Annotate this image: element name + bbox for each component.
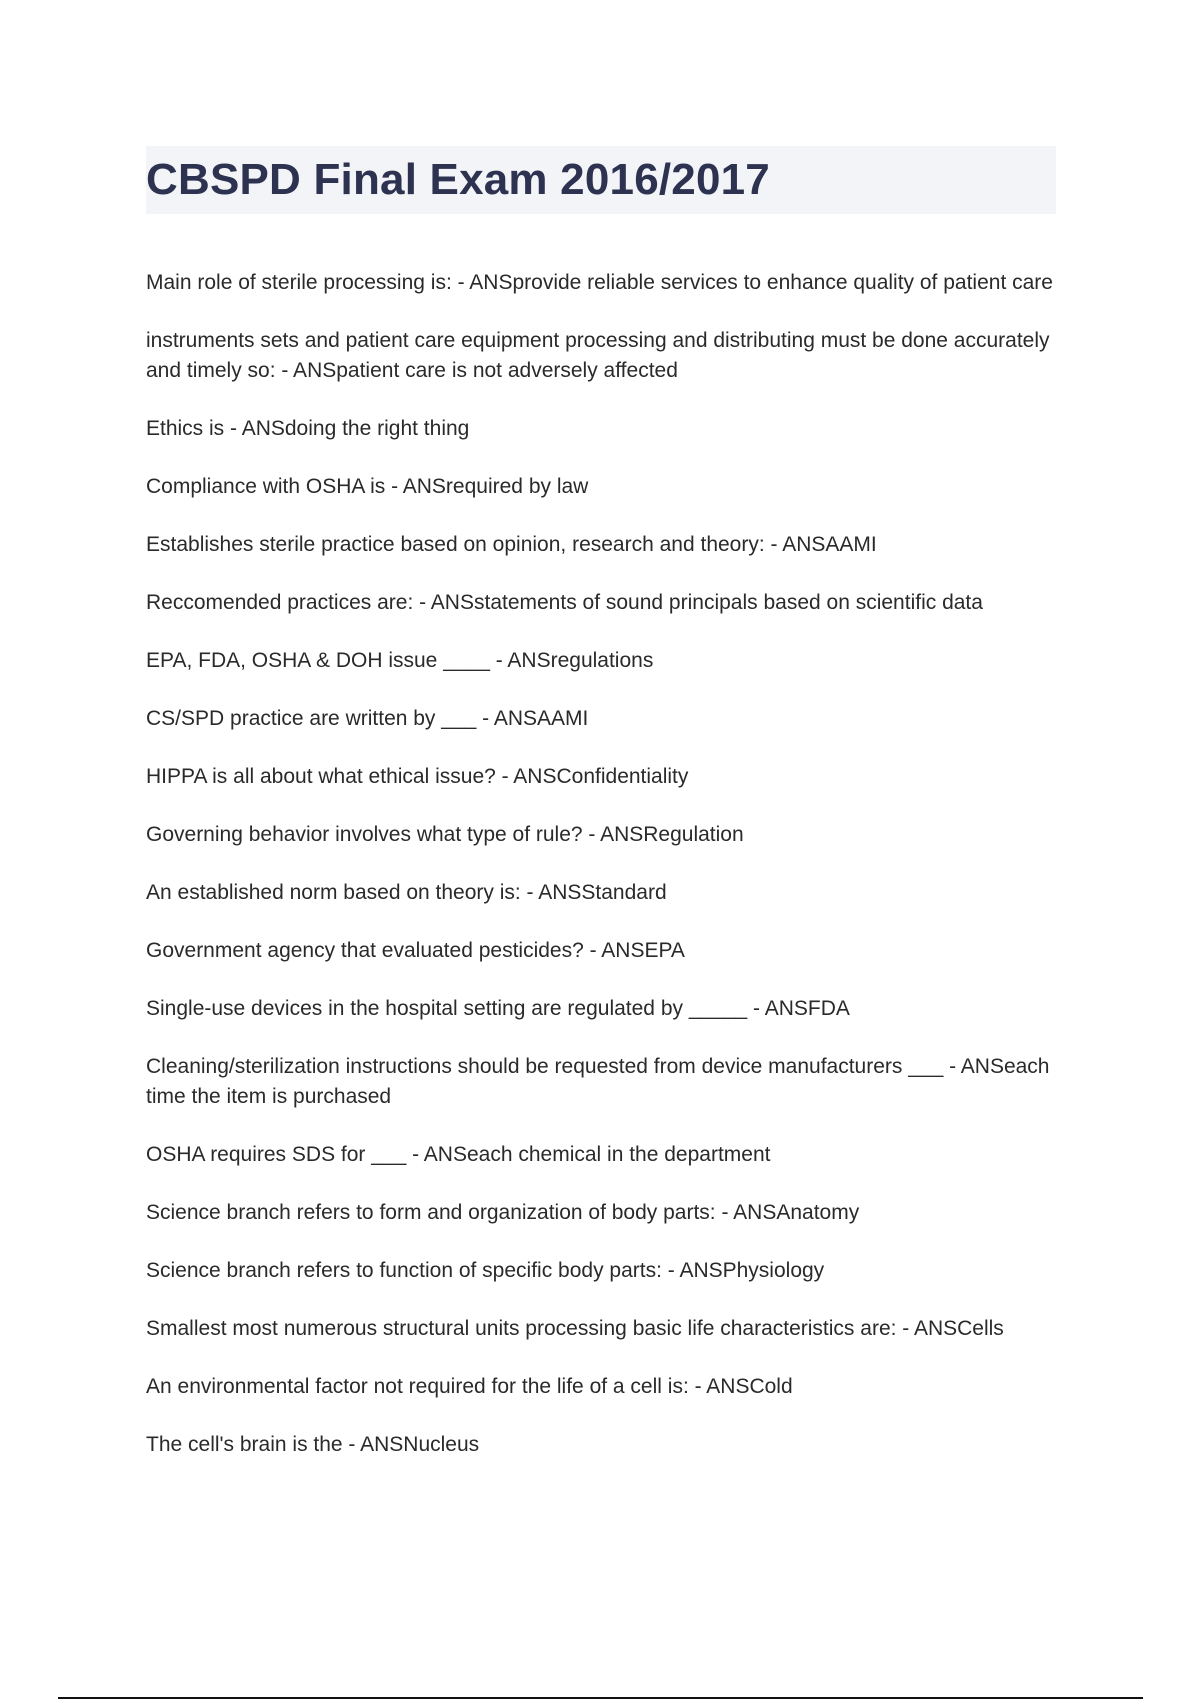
- footer-divider: [58, 1697, 1143, 1699]
- qa-item: Governing behavior involves what type of rule? - ANSRegulation: [146, 823, 744, 846]
- qa-item: Ethics is - ANSdoing the right thing: [146, 417, 470, 440]
- qa-item: Establishes sterile practice based on opinion, research and theory: - ANSAAMI: [146, 533, 877, 556]
- qa-item: Main role of sterile processing is: - ANSprovide reliable services to enhance quality of patient care: [146, 271, 1053, 294]
- qa-item: Government agency that evaluated pesticides? - ANSEPA: [146, 939, 685, 962]
- qa-item: Science branch refers to function of specific body parts: - ANSPhysiology: [146, 1259, 825, 1282]
- qa-item: An environmental factor not required for the life of a cell is: - ANSCold: [146, 1375, 793, 1398]
- page-title: CBSPD Final Exam 2016/2017: [146, 155, 770, 204]
- qa-item: CS/SPD practice are written by ___ - ANSAAMI: [146, 707, 589, 730]
- qa-item: Compliance with OSHA is - ANSrequired by law: [146, 475, 589, 498]
- qa-item: Science branch refers to form and organization of body parts: - ANSAnatomy: [146, 1201, 860, 1224]
- title-band: [146, 146, 1056, 214]
- qa-list: [146, 268, 1066, 1488]
- qa-item: Cleaning/sterilization instructions should be requested from device manufacturers ___ - ANSeach time the item is purchased: [146, 1055, 1050, 1108]
- qa-item: An established norm based on theory is: - ANSStandard: [146, 881, 667, 904]
- qa-item: OSHA requires SDS for ___ - ANSeach chemical in the department: [146, 1143, 771, 1166]
- qa-item: Single-use devices in the hospital setting are regulated by _____ - ANSFDA: [146, 997, 850, 1020]
- qa-item: instruments sets and patient care equipment processing and distributing must be done accurately and timely so: - ANSpatient care is not adversely affected: [146, 329, 1050, 382]
- qa-item: Reccomended practices are: - ANSstatements of sound principals based on scientific data: [146, 591, 983, 614]
- qa-item: EPA, FDA, OSHA & DOH issue ____ - ANSregulations: [146, 649, 654, 672]
- qa-item: Smallest most numerous structural units processing basic life characteristics are: - ANSCells: [146, 1317, 1004, 1340]
- qa-item: The cell's brain is the - ANSNucleus: [146, 1433, 480, 1456]
- qa-item: HIPPA is all about what ethical issue? - ANSConfidentiality: [146, 765, 689, 788]
